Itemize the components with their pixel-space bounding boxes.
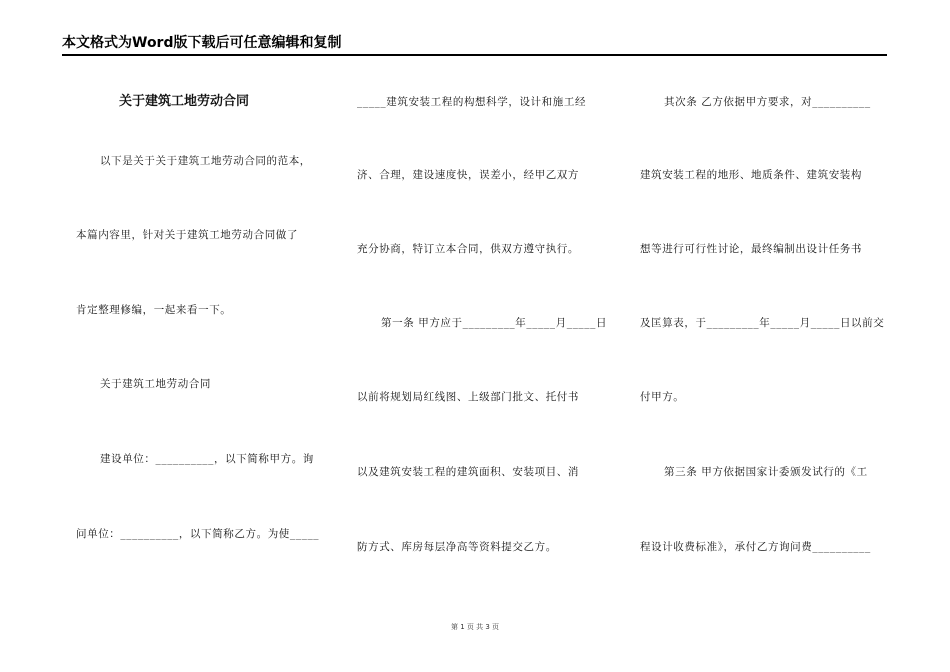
paragraph-line: 建筑安装工程的地形、地质条件、建筑安装构 — [640, 169, 862, 181]
section-heading: 关于建筑工地劳动合同 — [100, 378, 211, 390]
paragraph-line: 第一条 甲方应于_________年_____月_____日 — [381, 317, 608, 329]
paragraph-line: 付甲方。 — [640, 391, 685, 403]
paragraph-line: 以前将规划局红线图、上级部门批文、托付书 — [357, 391, 579, 403]
paragraph-line: 想等进行可行性讨论，最终编制出设计任务书 — [640, 243, 862, 255]
paragraph-line: 及匡算表，于_________年_____月_____日以前交 — [640, 317, 885, 329]
paragraph-line: 防方式、库房每层净高等资料提交乙方。 — [357, 541, 557, 553]
paragraph-line: 第三条 甲方依据国家计委颁发试行的《工 — [664, 466, 868, 478]
paragraph-line: 问单位：__________，以下简称乙方。为使_____ — [76, 528, 320, 540]
paragraph-line: 本篇内容里，针对关于建筑工地劳动合同做了 — [76, 229, 298, 241]
paragraph-line: 程设计收费标准》，承付乙方询问费__________ — [640, 541, 871, 553]
paragraph-line: 其次条 乙方依据甲方要求，对__________ — [664, 96, 871, 108]
paragraph-line: 济、合理，建设速度快，误差小，经甲乙双方 — [357, 169, 579, 181]
paragraph-line: 肯定整理修编，一起来看一下。 — [76, 304, 232, 316]
paragraph-line: 以下是关于关于建筑工地劳动合同的范本， — [100, 155, 311, 167]
page-number: 第 1 页 共 3 页 — [450, 623, 500, 631]
document-header: 本文格式为Word版下载后可任意编辑和复制 — [62, 34, 887, 56]
paragraph-line: 建设单位：__________，以下简称甲方。询 — [100, 453, 314, 465]
paragraph-line: _____建筑安装工程的构想科学，设计和施工经 — [357, 96, 587, 108]
paragraph-line: 以及建筑安装工程的建筑面积、安装项目、消 — [357, 466, 579, 478]
document-title: 关于建筑工地劳动合同 — [119, 94, 250, 109]
paragraph-line: 充分协商，特订立本合同，供双方遵守执行。 — [357, 243, 579, 255]
